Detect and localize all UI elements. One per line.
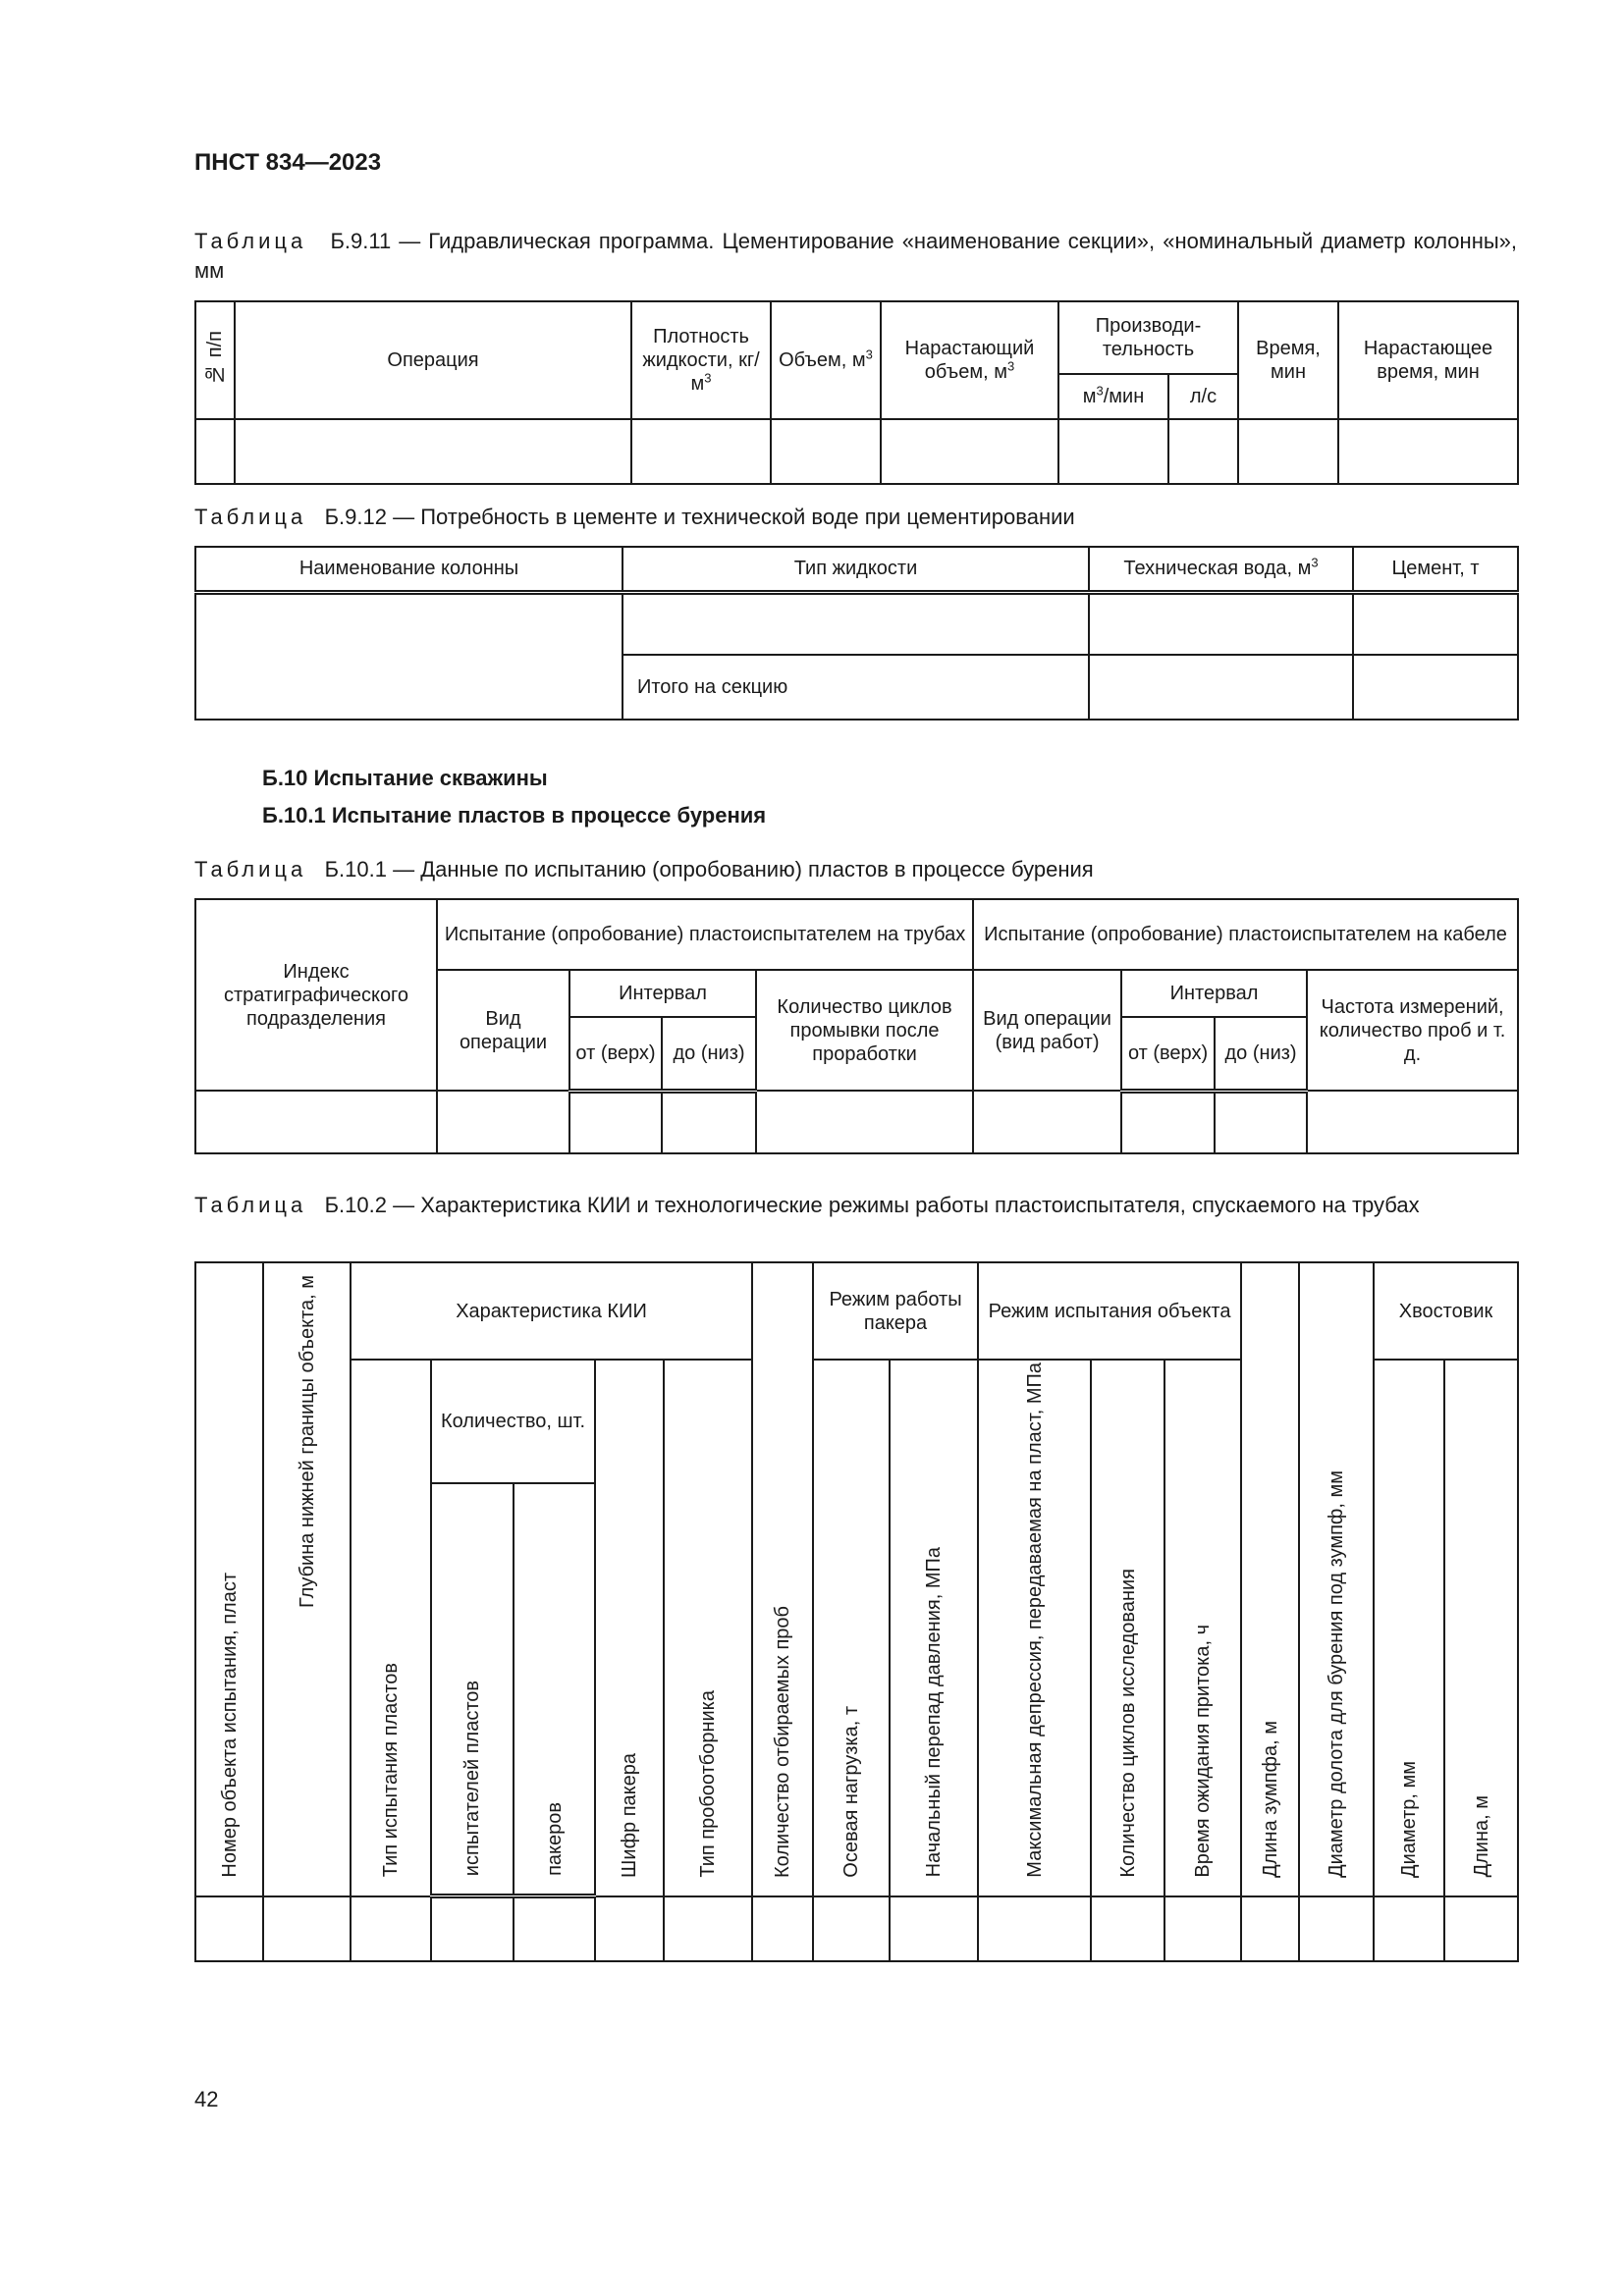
header-water: Техническая вода, $м^3$ <box>1089 547 1353 592</box>
header-productivity: Производи-тельность <box>1058 301 1238 374</box>
header-cum-volume: Нарастающий объем, $м^3$ <box>881 301 1058 419</box>
header-wait: Время ожидания притока, ч <box>1192 1625 1215 1878</box>
header-interval: Интервал <box>569 970 756 1017</box>
header-density: Плотность жидкости, $кг/м^3$ <box>631 301 771 419</box>
header-packers: пакеров <box>543 1802 566 1877</box>
header-sampler: Тип пробоотборника <box>697 1690 720 1878</box>
table-b10-2 <box>194 1261 1519 1962</box>
header-obj-num: Номер объекта испытания, пласт <box>218 1573 241 1878</box>
caption-text: Б.9.12 — Потребность в цементе и технической воде при цементировании <box>324 505 1075 529</box>
header-cycles: Количество циклов промывки после проработки <box>756 970 973 1091</box>
header-bit-diam: Диаметр долота для бурения под зумпф, мм <box>1326 1469 1348 1878</box>
page-number: 42 <box>194 2087 219 2111</box>
table-label: Таблица <box>194 229 307 253</box>
header-tail-diam: Диаметр, мм <box>1398 1760 1421 1878</box>
header-to-2: до (низ) <box>1215 1017 1307 1091</box>
table-caption-b10-1 <box>194 855 1517 884</box>
header-op-type-work: Вид операции (вид работ) <box>973 970 1121 1091</box>
header-packer-code: Шифр пакера <box>619 1752 640 1878</box>
header-samples: Количество отбираемых проб <box>772 1605 794 1878</box>
header-volume: Объем, $м^3$ <box>771 301 881 419</box>
total-label: Итого на секцию <box>623 655 1089 720</box>
table-caption-b9-11 <box>194 227 1517 286</box>
table-b9-12 <box>194 546 1519 721</box>
header-sump-len: Длина зумпфа, м <box>1259 1720 1281 1878</box>
header-m3min: $м^3$/мин <box>1058 374 1168 419</box>
header-obj-mode: Режим испытания объекта <box>978 1262 1241 1360</box>
header-cycles: Количество циклов исследования <box>1116 1569 1139 1878</box>
section-heading-b10-1: Б.10.1 Испытание пластов в процессе бурения <box>262 803 767 828</box>
header-from: от (верх) <box>569 1017 662 1091</box>
table-caption-b10-2 <box>194 1191 1517 1220</box>
header-test-type: Тип испытания пластов <box>380 1663 402 1878</box>
header-init-dp: Начальный перепад давления, МПа <box>923 1547 946 1878</box>
table-caption-b9-12 <box>194 503 1517 532</box>
header-cement: Цемент, т <box>1353 547 1518 592</box>
table-row <box>195 1896 1518 1961</box>
caption-text: Б.9.11 — Гидравлическая программа. Цементирование «наименование секции», «номинальный диаметр колонны», мм <box>194 229 1518 283</box>
header-depth: Глубина нижней границы объекта, м <box>296 1275 318 1609</box>
header-from-2: от (верх) <box>1121 1017 1215 1091</box>
header-index: Индекс стратиграфического подразделения <box>195 899 437 1091</box>
header-tail-len: Длина, м <box>1470 1795 1492 1878</box>
header-packer-mode: Режим работы пакера <box>813 1262 978 1360</box>
table-b9-11 <box>194 300 1519 485</box>
header-op-type: Вид операции <box>437 970 569 1091</box>
header-num: № п/п <box>204 330 226 385</box>
table-row <box>195 1091 1518 1153</box>
table-row <box>195 419 1518 484</box>
table-label: Таблица <box>194 1193 307 1217</box>
table-label: Таблица <box>194 505 307 529</box>
header-qty: Количество, шт. <box>431 1360 595 1483</box>
header-column-name: Наименование колонны <box>195 547 623 592</box>
header-cum-time: Нарастающее время, мин <box>1338 301 1518 419</box>
header-freq: Частота измерений, количество проб и т. д. <box>1307 970 1518 1091</box>
table-b10-1 <box>194 898 1519 1154</box>
caption-text: Б.10.2 — Характеристика КИИ и технологические режимы работы пластоиспытателя, спускаемого на трубах <box>324 1193 1420 1217</box>
caption-text: Б.10.1 — Данные по испытанию (опробованию) пластов в процессе бурения <box>324 857 1094 881</box>
header-axial: Осевая нагрузка, т <box>840 1705 863 1878</box>
header-max-dep: Максимальная депрессия, передаваемая на пласт, МПа <box>1023 1362 1046 1878</box>
header-testers: испытателей пластов <box>461 1680 483 1877</box>
header-interval-2: Интервал <box>1121 970 1307 1017</box>
header-cable: Испытание (опробование) пластоиспытателем на кабеле <box>973 899 1518 970</box>
header-to: до (низ) <box>662 1017 756 1091</box>
header-ls: л/с <box>1168 374 1238 419</box>
document-id: ПНСТ 834—2023 <box>194 149 382 176</box>
header-pipes: Испытание (опробование) пластоиспытателем на трубах <box>437 899 973 970</box>
header-operation: Операция <box>235 301 631 419</box>
table-row <box>195 592 1518 655</box>
table-label: Таблица <box>194 857 307 881</box>
header-tail: Хвостовик <box>1374 1262 1518 1360</box>
section-heading-b10: Б.10 Испытание скважины <box>262 766 548 790</box>
header-time: Время, мин <box>1238 301 1338 419</box>
header-kii: Характеристика КИИ <box>351 1262 752 1360</box>
header-fluid-type: Тип жидкости <box>623 547 1089 592</box>
